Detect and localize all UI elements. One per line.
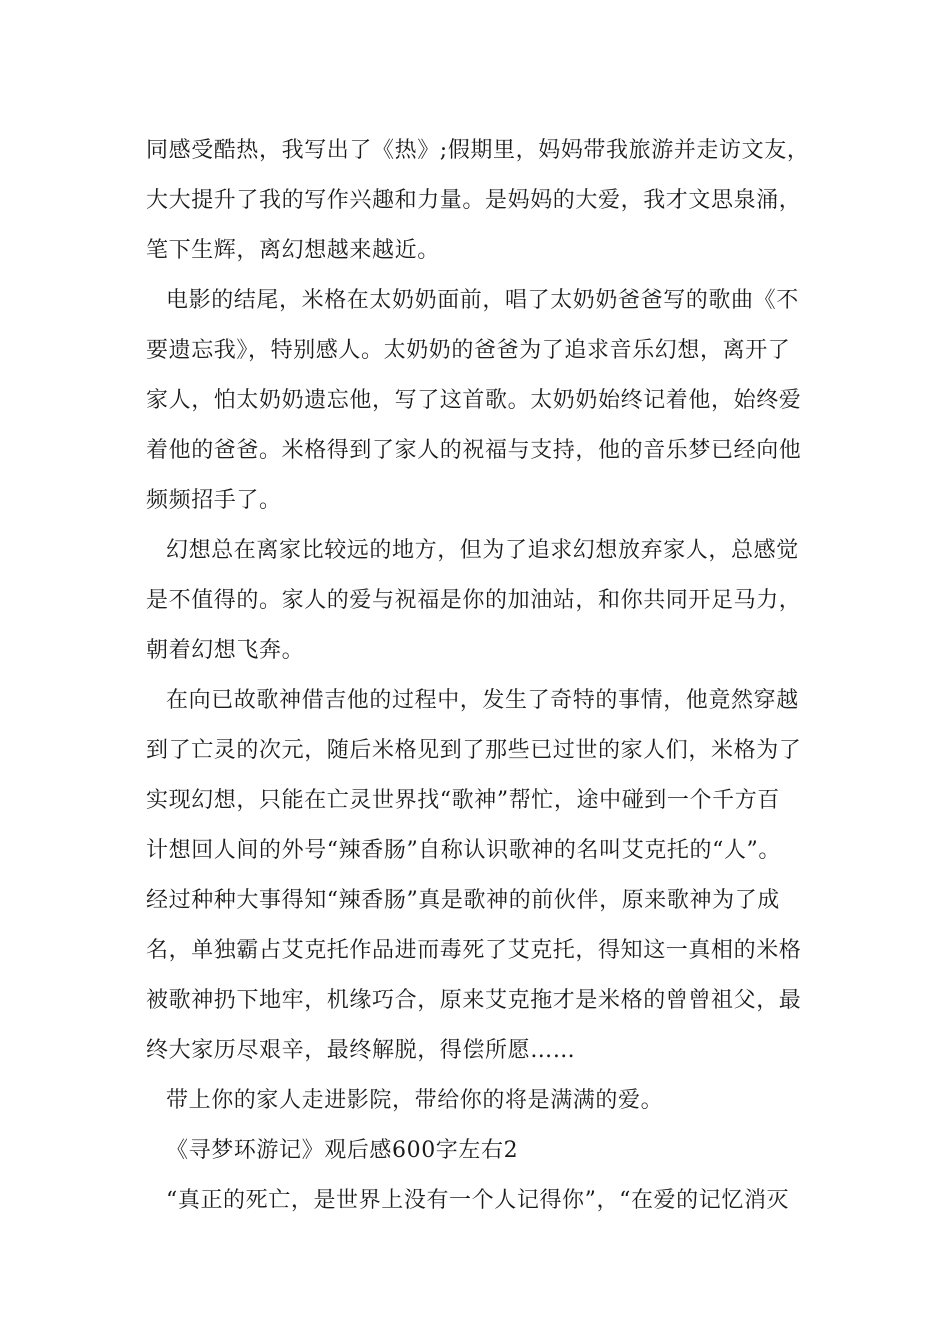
paragraph-start-line: 幻想总在离家比较远的地方，但为了追求幻想放弃家人，总感觉 — [166, 538, 799, 563]
text-line: 计想回人间的外号“辣香肠”自称认识歌神的名叫艾克托的“人”。 — [146, 838, 781, 863]
text-line: 终大家历尽艰辛，最终解脱，得偿所愿…… — [146, 1038, 576, 1063]
paragraph-start-line: “真正的死亡，是世界上没有一个人记得你”，“在爱的记忆消灭 — [166, 1188, 790, 1213]
text-line: 是不值得的。家人的爱与祝福是你的加油站，和你共同开足马力， — [146, 588, 802, 613]
text-line: 频频招手了。 — [146, 488, 282, 513]
text-line: 实现幻想，只能在亡灵世界找“歌神”帮忙，途中碰到一个千方百 — [146, 788, 780, 813]
text-line: 笔下生辉，离幻想越来越近。 — [146, 238, 440, 263]
text-line: 到了亡灵的次元，随后米格见到了那些已过世的家人们，米格为了 — [146, 738, 802, 763]
text-line: 名，单独霸占艾克托作品进而毒死了艾克托，得知这一真相的米格 — [146, 938, 802, 963]
text-line: 要遗忘我》，特别感人。太奶奶的爸爸为了追求音乐幻想，离开了 — [146, 338, 791, 363]
paragraph-start-line: 电影的结尾，米格在太奶奶面前，唱了太奶奶爸爸写的歌曲《不 — [166, 288, 799, 313]
text-line: 朝着幻想飞奔。 — [146, 638, 305, 663]
text-line: 同感受酷热，我写出了《热》;假期里，妈妈带我旅游并走访文友， — [146, 138, 810, 163]
paragraph-start-line: 带上你的家人走进影院，带给你的将是满满的爱。 — [166, 1088, 664, 1113]
text-line: 家人，怕太奶奶遗忘他，写了这首歌。太奶奶始终记着他，始终爱 — [146, 388, 802, 413]
text-line: 着他的爸爸。米格得到了家人的祝福与支持，他的音乐梦已经向他 — [146, 438, 802, 463]
text-line: 经过种种大事得知“辣香肠”真是歌神的前伙伴，原来歌神为了成 — [146, 888, 780, 913]
section-heading: 《寻梦环游记》观后感600字左右2 — [166, 1138, 519, 1163]
text-line: 大大提升了我的写作兴趣和力量。是妈妈的大爱，我才文思泉涌， — [146, 188, 802, 213]
paragraph-start-line: 在向已故歌神借吉他的过程中，发生了奇特的事情，他竟然穿越 — [166, 688, 799, 713]
text-line: 被歌神扔下地牢，机缘巧合，原来艾克拖才是米格的曾曾祖父，最 — [146, 988, 802, 1013]
